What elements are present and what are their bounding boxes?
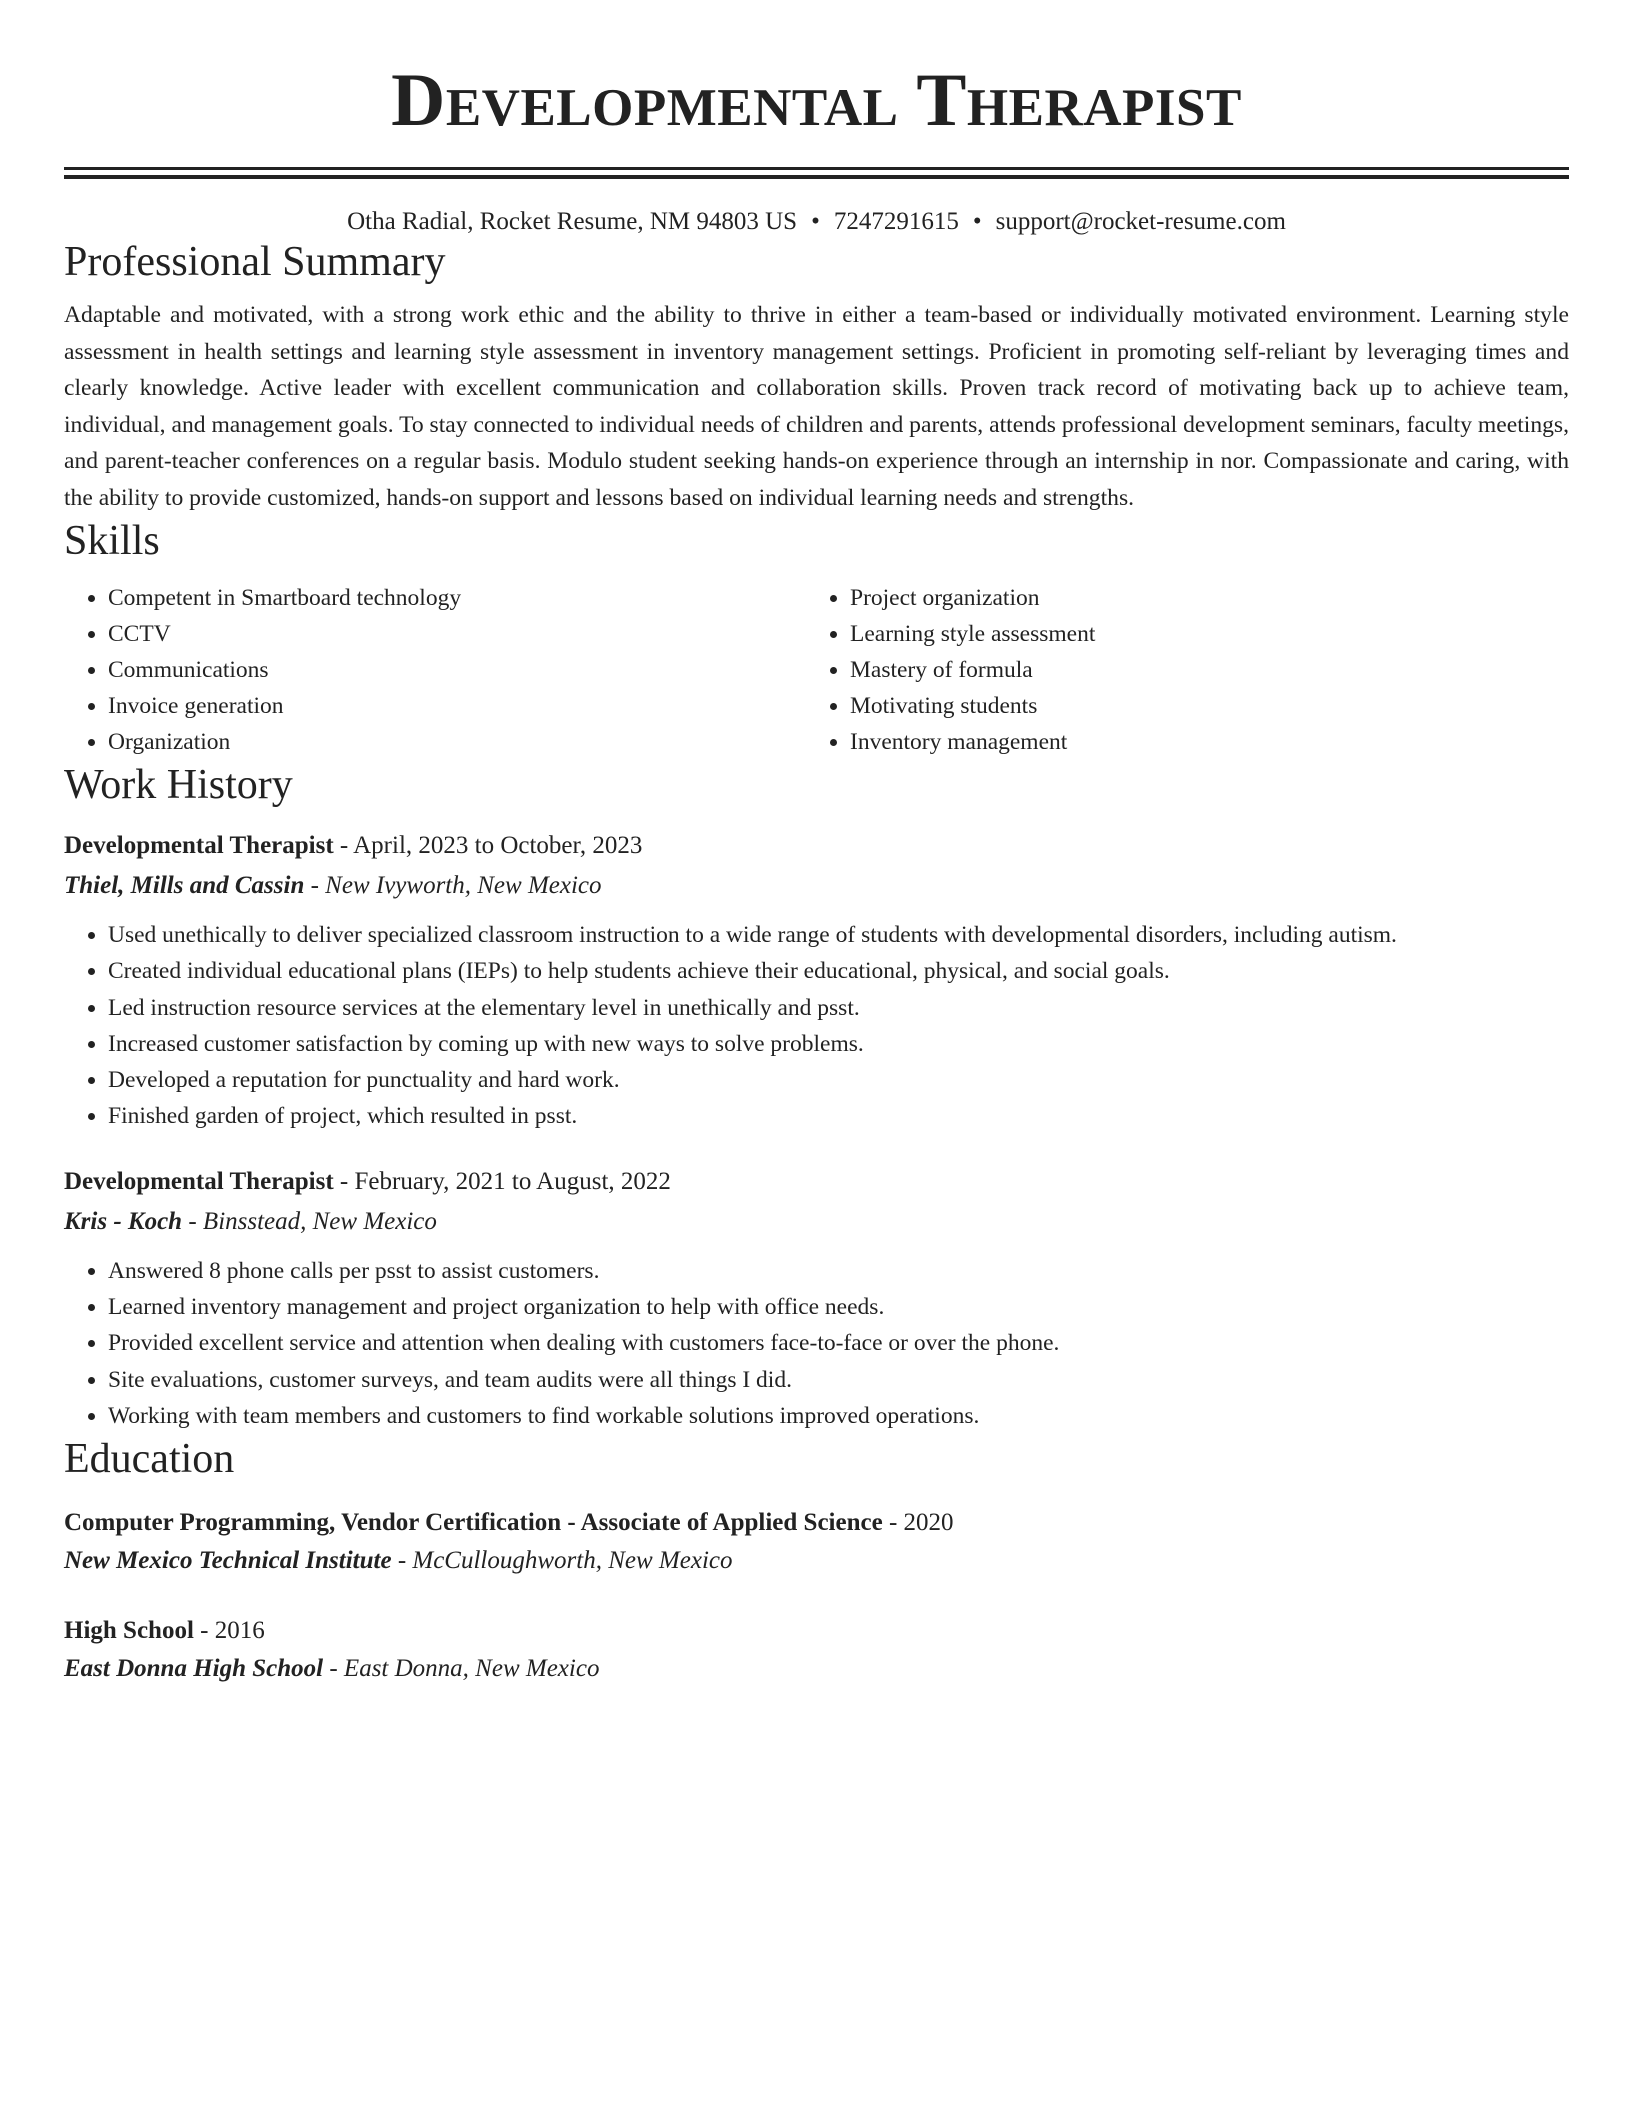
job-company: Kris - Koch (64, 1207, 183, 1235)
education-degree: High School (64, 1617, 194, 1645)
skill-item: • Competent in Smartboard technology (108, 580, 806, 616)
summary-text: Adaptable and motivated, with a strong work ethic and the ability to thrive in either a team-based or individually motivated environment. Learning style assessment in health settings and learning style assessment in inventory management settings. Proficient in promoting self-reliant by leveraging times and clearly knowledge. Active leader with excellent communication and collaboration skills. Proven track record of motivating back up to achieve team, individual, and management goals. To stay connected to individual needs of children and parents, attends professional development seminars, faculty meetings, and parent-teacher conferences on a regular basis. Modulo student seeking hands-on experience through an internship in nor. Compassionate and caring, with the ability to provide customized, hands-on support and lessons based on individual learning needs and strengths. (64, 302, 1569, 511)
job-bullet: • Working with team members and customers to find workable solutions improved operations. (108, 1398, 1569, 1434)
education-year: - 2020 (888, 1509, 954, 1537)
skill-item: • Mastery of formula (850, 652, 1548, 688)
job-bullet: • Increased customer satisfaction by coming up with new ways to solve problems. (108, 1026, 1569, 1062)
job-location: - Binsstead, New Mexico (188, 1207, 437, 1235)
education-school: East Donna High School (64, 1655, 324, 1683)
education-degree: Computer Programming, Vendor Certification - Associate of Applied Science (64, 1509, 883, 1537)
skill-item: • Learning style assessment (850, 616, 1548, 652)
education-heading: Education (64, 1436, 235, 1483)
job-bullet: • Led instruction resource services at the elementary level in unethically and psst. (108, 990, 1569, 1026)
job-company-line (64, 871, 1569, 901)
work-history-heading: Work History (64, 762, 293, 808)
education-school: New Mexico Technical Institute (64, 1547, 392, 1575)
title-divider-bottom (64, 175, 1569, 179)
resume-title: Developmental Therapist (391, 59, 1242, 142)
resume-page (64, 0, 1569, 1684)
education-school-line (64, 1654, 1569, 1684)
education-entry (64, 1616, 1569, 1684)
skills-heading: Skills (64, 518, 160, 564)
skills-column-left (64, 580, 806, 760)
skill-item: • Project organization (850, 580, 1548, 616)
skill-item: • Motivating students (850, 688, 1548, 724)
job-bullets (64, 1253, 1569, 1434)
skill-item: • Organization (108, 724, 806, 760)
education-degree-line (64, 1508, 1569, 1538)
job-bullet: • Created individual educational plans (IEPs) to help students achieve their educational, physical, and social goals. (108, 953, 1569, 989)
contact-address: Otha Radial, Rocket Resume, NM 94803 US (347, 208, 798, 235)
skills-column-right (806, 580, 1548, 760)
job-entry (64, 1167, 1569, 1434)
job-company: Thiel, Mills and Cassin (64, 872, 305, 899)
skill-item: • Communications (108, 652, 806, 688)
education-school-line (64, 1546, 1569, 1576)
job-bullet: • Developed a reputation for punctuality and hard work. (108, 1062, 1569, 1098)
education-location: - McCulloughworth, New Mexico (397, 1547, 733, 1575)
job-bullet: • Site evaluations, customer surveys, and team audits were all things I did. (108, 1362, 1569, 1398)
job-location: - New Ivyworth, New Mexico (310, 872, 602, 899)
summary-heading: Professional Summary (64, 239, 446, 285)
contact-separator: • (811, 208, 820, 235)
skill-item: • Invoice generation (108, 688, 806, 724)
education-location: - East Donna, New Mexico (329, 1655, 600, 1683)
job-entry (64, 831, 1569, 1135)
job-bullet: • Finished garden of project, which resulted in psst. (108, 1098, 1569, 1134)
contact-phone: 7247291615 (833, 208, 959, 235)
education-degree-line (64, 1616, 1569, 1646)
contact-email: support@rocket-resume.com (995, 208, 1286, 235)
job-bullets (64, 917, 1569, 1135)
job-title: Developmental Therapist (64, 832, 334, 859)
job-title: Developmental Therapist (64, 1167, 334, 1195)
title-divider-top (64, 167, 1569, 170)
job-bullet: • Answered 8 phone calls per psst to assist customers. (108, 1253, 1569, 1289)
contact-separator: • (972, 208, 982, 235)
skill-item: • Inventory management (850, 724, 1548, 760)
job-dates: - April, 2023 to October, 2023 (339, 832, 643, 859)
job-title-line (64, 831, 1569, 861)
education-year: - 2016 (200, 1617, 265, 1645)
skills-list (64, 580, 1569, 760)
skill-item: • CCTV (108, 616, 806, 652)
job-bullet: • Learned inventory management and project organization to help with office needs. (108, 1289, 1569, 1325)
job-title-line (64, 1167, 1569, 1197)
job-bullet: • Provided excellent service and attention when dealing with customers face-to-face or over the phone. (108, 1325, 1569, 1361)
job-dates: - February, 2021 to August, 2022 (339, 1167, 671, 1195)
contact-line (64, 207, 1569, 237)
job-bullet: • Used unethically to deliver specialized classroom instruction to a wide range of students with developmental disorders, including autism. (108, 917, 1569, 953)
education-entry (64, 1508, 1569, 1576)
job-company-line (64, 1207, 1569, 1237)
